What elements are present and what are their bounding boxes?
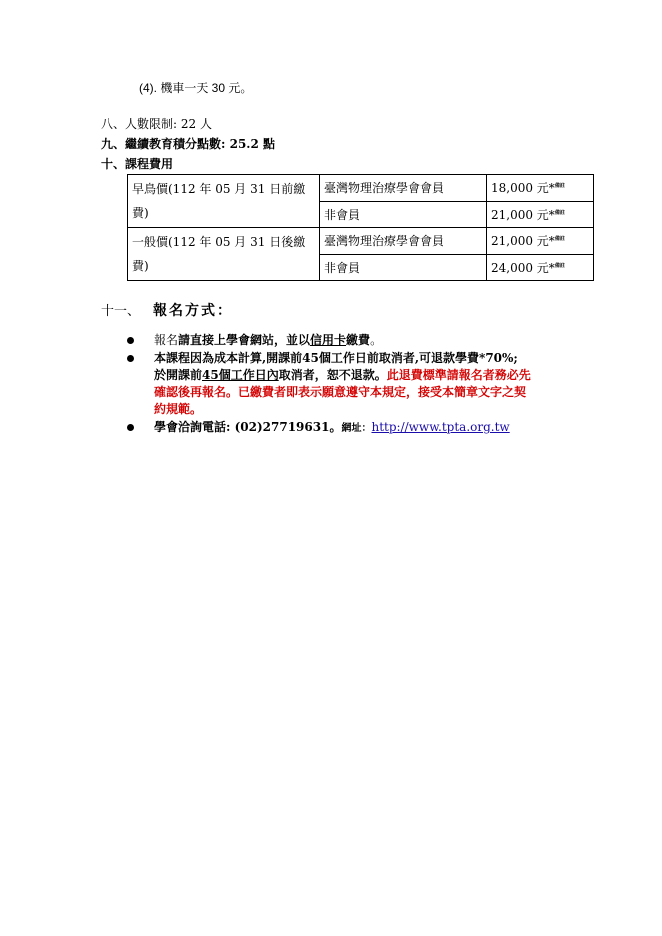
price-cell: 21,000 元*$^{備註}$ — [487, 201, 594, 228]
sub-item-4: (4). 機車一天 30 元。 — [139, 81, 253, 95]
section-number: 十一、 — [101, 304, 141, 319]
list-item-10: 十、課程費用 — [101, 157, 174, 171]
price-cell: 24,000 元*$^{備註}$ — [487, 254, 594, 281]
bullet-icon — [127, 355, 134, 362]
section-11-heading — [101, 302, 233, 321]
price-cell: 21,000 元*$^{備註}$ — [487, 228, 594, 255]
note-mark: 備註 — [554, 209, 565, 216]
section-title: 報名方式： — [153, 303, 233, 319]
membership-cell: 臺灣物理治療學會會員 — [320, 228, 487, 255]
note-mark: 備註 — [554, 236, 565, 243]
table-row — [128, 228, 594, 255]
fee-category-early: 早鳥價(112 年 05 月 31 日前繳費) — [128, 175, 320, 228]
membership-cell: 臺灣物理治療學會會員 — [320, 175, 487, 202]
refund-policy-line1: 本課程因為成本計算,開課前45個工作日前取消者,可退款學費*70%; — [154, 351, 518, 365]
fee-category-regular: 一般價(112 年 05 月 31 日後繳費) — [128, 228, 320, 281]
membership-cell: 非會員 — [320, 201, 487, 228]
membership-cell: 非會員 — [320, 254, 487, 281]
contact-phone: 學會洽詢電話: (02)27719631。 — [154, 420, 342, 434]
list-item-9: 九、繼續教育積分點數: 25.2 點 — [101, 137, 276, 151]
url-label: 網址： — [341, 423, 372, 434]
contact-info — [154, 419, 510, 437]
fees-table — [127, 174, 594, 281]
note-mark: 備註 — [554, 183, 565, 190]
price-cell: 18,000 元*$^{備註}$ — [487, 175, 594, 202]
note-mark: 備註 — [554, 262, 565, 269]
bullet-icon — [127, 424, 134, 431]
bullet-icon — [127, 337, 134, 344]
table-row — [128, 175, 594, 202]
website-link[interactable]: http://www.tpta.org.tw — [371, 420, 510, 434]
refund-policy-line4: 約規範。 — [154, 402, 203, 416]
refund-policy-line3: 確認後再報名。已繳費者即表示願意遵守本規定，接受本簡章文字之契 — [154, 385, 527, 399]
refund-policy-line2: 於開課前45個工作日內取消者，恕不退款。此退費標準請報名者務必先 — [154, 368, 531, 382]
list-item-8: 八、人數限制: 22 人 — [101, 117, 212, 131]
registration-note: 報名請直接上學會網站，並以信用卡繳費。 — [154, 333, 383, 347]
